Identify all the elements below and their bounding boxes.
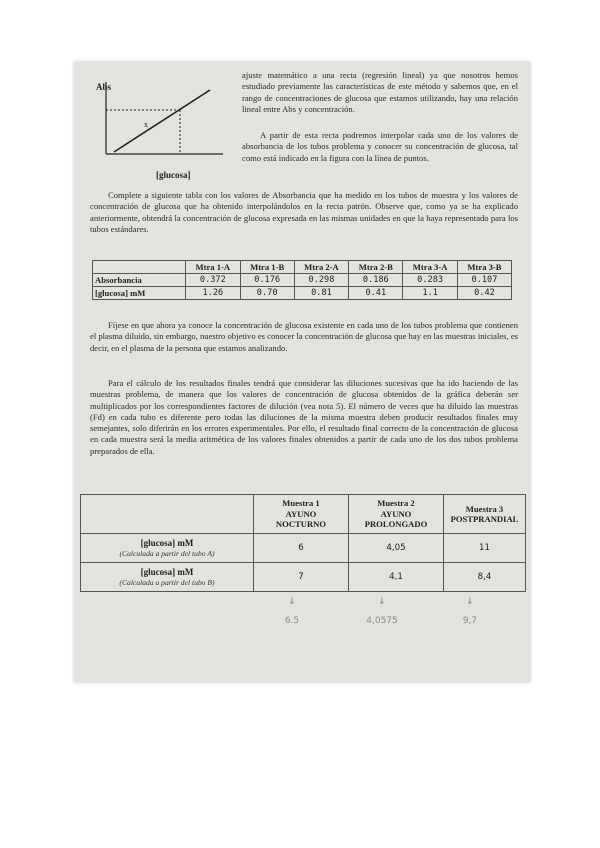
handwritten-value: 0.41: [349, 287, 403, 300]
col-header-muestra-2: [349, 495, 444, 534]
col-header-muestra-3: [444, 495, 526, 534]
handwritten-value: 0.81: [294, 287, 349, 300]
table-header-row: [93, 261, 512, 274]
down-arrow-icon: ↓: [287, 596, 297, 607]
final-value-muestra-2: 4,0575: [366, 616, 398, 626]
handwritten-value: 0.283: [403, 274, 458, 287]
col-header: Mtra 1-A: [186, 261, 241, 274]
table-row: [81, 534, 526, 563]
row-label-tubo-a: [81, 534, 254, 563]
row-label-sub: (Calculada a partir del tubo B): [119, 577, 215, 587]
handwritten-value: 1.26: [186, 287, 241, 300]
header-line: PROLONGADO: [364, 519, 428, 530]
handwritten-value: 1.1: [403, 287, 458, 300]
results-table: [80, 494, 526, 592]
col-header: Mtra 3-B: [457, 261, 511, 274]
table-header-row: [81, 495, 526, 534]
note-paragraph: Fíjese en que ahora ya conoce la concentración de glucosa existente en cada uno de los tubos problema que contienen el plasma diluido, sin embargo, nuestro objetivo es conocer la concentración de glucosa que hay en las muestras iniciales, es decir, en el plasma de la persona que estamos analizando.: [90, 320, 518, 353]
handwritten-value: 0.176: [240, 274, 294, 287]
row-label-sub: (Calculada a partir del tubo A): [119, 548, 215, 558]
handwritten-value: 0.186: [349, 274, 403, 287]
row-label-glucosa: [glucosa] mM: [93, 287, 186, 300]
handwritten-value: 11: [444, 534, 526, 563]
table-row: [93, 287, 512, 300]
handwritten-value: 4,1: [349, 563, 444, 592]
row-label-absorbancia: Absorbancia: [93, 274, 186, 287]
col-header: Mtra 2-B: [349, 261, 403, 274]
down-arrow-icon: ↓: [465, 596, 475, 607]
row-label-main: [glucosa] mM: [140, 566, 194, 577]
header-line: Muestra 2: [377, 498, 415, 509]
handwritten-value: 0.298: [294, 274, 349, 287]
header-line: Muestra 3: [465, 503, 504, 514]
calibration-figure: [88, 74, 228, 184]
col-header: Mtra 3-A: [403, 261, 458, 274]
row-label-tubo-b: [81, 563, 254, 592]
row-label-main: [glucosa] mM: [140, 537, 194, 548]
handwritten-value: 8,4: [444, 563, 526, 592]
col-header: Mtra 1-B: [240, 261, 294, 274]
header-line: NOCTURNO: [275, 519, 327, 530]
x-axis-label: [glucosa]: [156, 170, 191, 180]
handwritten-value: 0.372: [186, 274, 241, 287]
table-row: [81, 563, 526, 592]
col-header-muestra-1: [254, 495, 349, 534]
handwritten-value: 0.42: [457, 287, 511, 300]
handwritten-value: 0.107: [457, 274, 511, 287]
handwritten-value: 0.70: [240, 287, 294, 300]
header-line: AYUNO: [380, 508, 412, 519]
header-line: Muestra 1: [282, 498, 320, 509]
final-value-muestra-1: 6.5: [284, 616, 300, 626]
handwritten-value: 4,05: [349, 534, 444, 563]
y-axis-label: Abs: [96, 82, 112, 92]
complete-table-paragraph: Complete a siguiente tabla con los valores de Absorbancia que ha medido en los tubos de muestra y los valores de concentración de glucosa que ha obtenido interpolándolos en la recta patrón. Observe que, como ya se ha explicado anteriormente, obtendrá la concentración de glucosa expresada en las mismas unidades en que la haya representado para los tubos estándares.: [90, 190, 518, 234]
final-value-muestra-3: 9,7: [462, 616, 478, 626]
data-point-mark: x: [144, 120, 148, 129]
intro-paragraph: ajuste matemático a una recta (regresión lineal) ya que nosotros hemos estudiado previamente las características de este método y sabemos que, en el rango de concentraciones de glucosa que estamos utilizando, hay una relación lineal entre Abs y concentración.: [242, 70, 518, 114]
col-header: Mtra 2-A: [294, 261, 349, 274]
header-line: AYUNO: [285, 508, 317, 519]
down-arrow-icon: ↓: [377, 596, 387, 607]
table-corner-cell: [81, 495, 254, 534]
interpolation-paragraph: A partir de esta recta podremos interpolar cada uno de los valores de absorbancia de los tubos problema y conocer su concentración de glucosa, tal como está indicado en la figura con la línea de puntos.: [242, 130, 518, 163]
document-page: [74, 62, 530, 682]
handwritten-value: 7: [254, 563, 349, 592]
calculation-paragraph: Para el cálculo de los resultados finales tendrá que considerar las diluciones sucesivas que ha ido haciendo de las muestras problema, de manera que los valores de concentración de glucosa obtenidos de la gráfica deberán ser multiplicados por los correspondientes factores de dilución (vea nota 5). El número de veces que ha diluido las muestras (Fd) en cada tubo es diferente pero todas las diluciones de la misma muestra deben producir resultados finales muy semejantes, solo diferirán en los errores experimentales. Por ello, el resultado final correcto de la concentración de glucosa en cada muestra será la media aritmética de los valores finales obtenidos a partir de cada uno de los dos tubos problema preparados de ella.: [90, 378, 518, 456]
handwritten-value: 6: [254, 534, 349, 563]
header-line: POSTPRANDIAL: [450, 514, 519, 524]
absorbance-table: [92, 260, 512, 300]
table-corner-cell: [93, 261, 186, 274]
table-row: [93, 274, 512, 287]
